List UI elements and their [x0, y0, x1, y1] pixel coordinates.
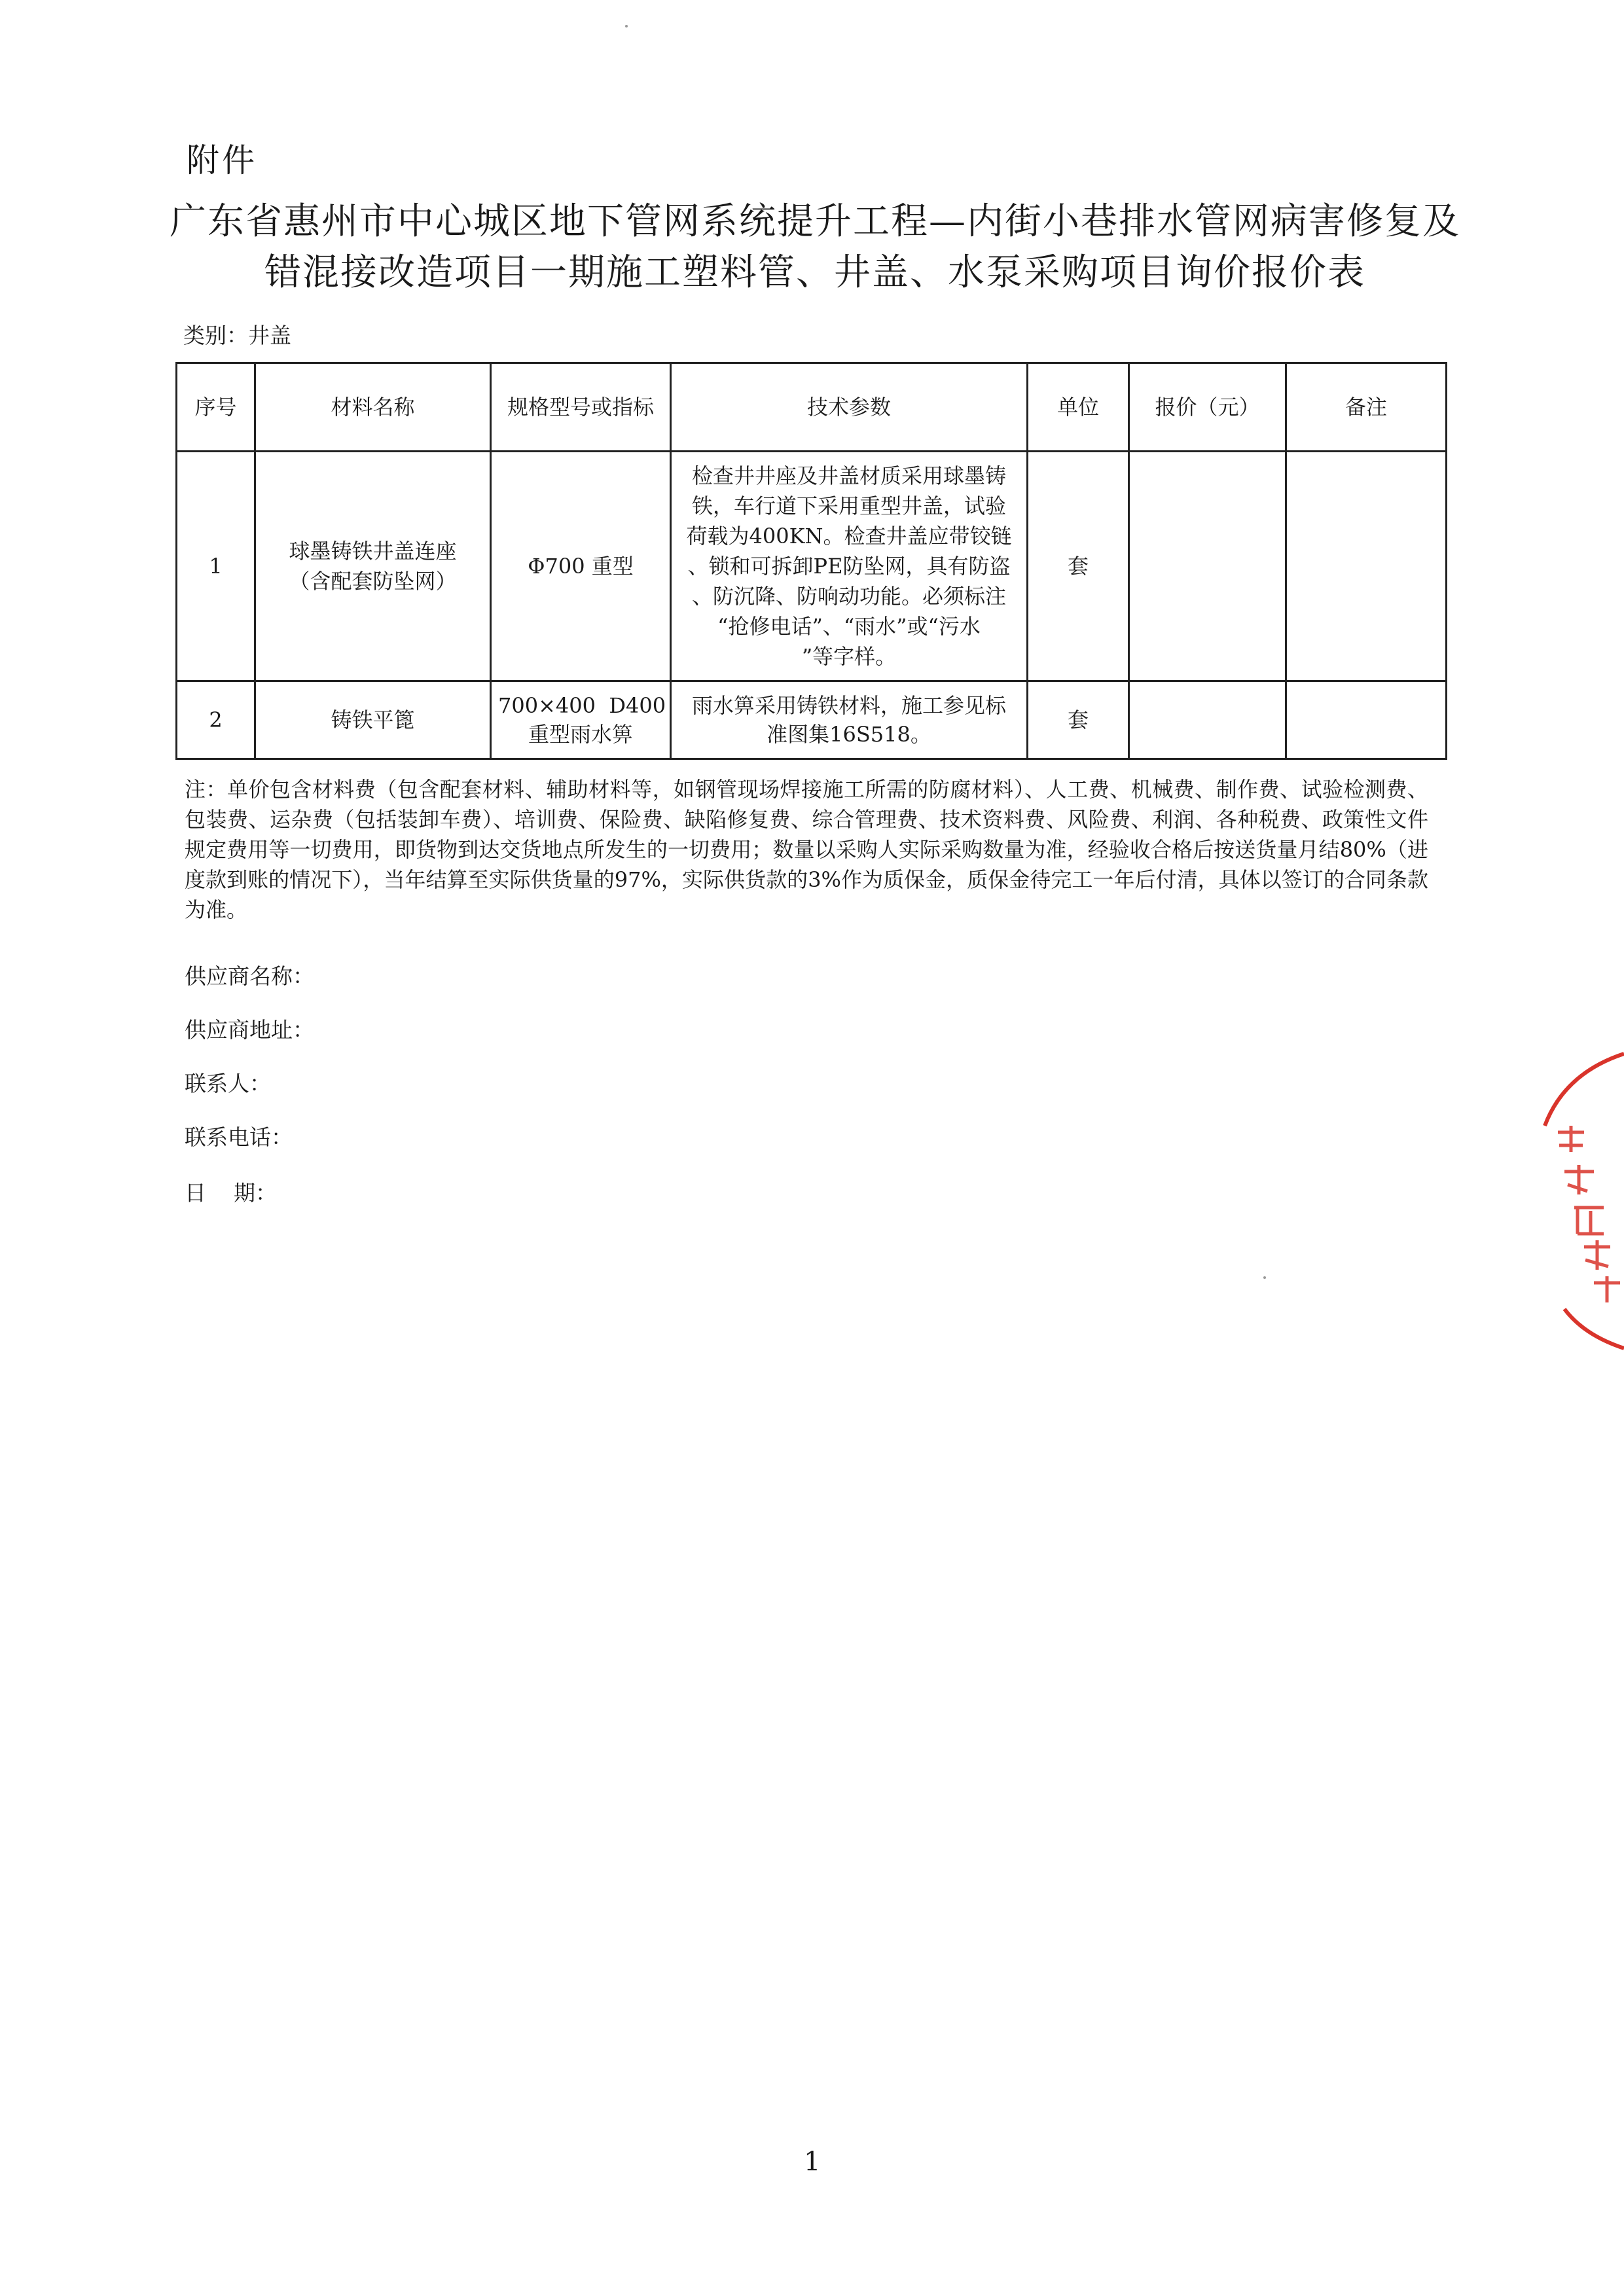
- company-seal-stamp: [1538, 1047, 1624, 1361]
- cell-unit: 套: [1028, 452, 1129, 681]
- tech-line: ”等字样。: [801, 644, 897, 669]
- cell-tech-params: [671, 452, 1028, 681]
- quotation-table: [175, 362, 1447, 760]
- cell-no: 1: [177, 452, 255, 681]
- tech-line: 铁，车行道下采用重型井盖，试验: [691, 493, 1006, 518]
- cell-material-name: 铸铁平篦: [255, 681, 491, 759]
- payment-note: 注：单价包含材料费（包含配套材料、辅助材料等，如钢管现场焊接施工所需的防腐材料）、人工费、机械费、制作费、试验检测费、包装费、运杂费（包括装卸车费）、培训费、保险费、缺陷修复费、综合管理费、技术资料费、风险费、利润、各种税费、政策性文件规定费用等一切费用，即货物到达交货地点所发生的一切费用；数量以采购人实际采购数量为准，经验收合格后按送货量月结80%（进度款到账的情况下），当年结算至实际供货量的97%，实际供货款的3%作为质保金，质保金待完工一年后付清，具体以签订的合同条款为准。: [185, 777, 1428, 922]
- cell-remark[interactable]: [1286, 681, 1447, 759]
- cell-material-name: [255, 452, 491, 681]
- header-unit: 单位: [1028, 363, 1129, 452]
- header-material-name: 材料名称: [255, 363, 491, 452]
- supplier-name-field[interactable]: 供应商名称：: [185, 963, 314, 989]
- cell-no: 2: [177, 681, 255, 759]
- scan-speck: [625, 25, 628, 27]
- page-number: 1: [804, 2147, 821, 2177]
- material-name-line: 球墨铸铁井盖连座: [289, 539, 457, 564]
- spec-line: 重型雨水箅: [528, 722, 633, 747]
- cell-price[interactable]: [1129, 681, 1286, 759]
- scan-speck: [1263, 1276, 1266, 1279]
- date-field[interactable]: 日 期：: [185, 1180, 277, 1206]
- cell-unit: 套: [1028, 681, 1129, 759]
- category-label: 类别：井盖: [183, 323, 291, 348]
- cell-tech-params: [671, 681, 1028, 759]
- tech-line: 、防沉降、防响动功能。必须标注: [691, 584, 1006, 609]
- cell-price[interactable]: [1129, 452, 1286, 681]
- header-no: 序号: [177, 363, 255, 452]
- title-line-2: 错混接改造项目一期施工塑料管、井盖、水泵采购项目询价报价表: [264, 251, 1365, 294]
- tech-line: 雨水箅采用铸铁材料，施工参见标: [691, 693, 1006, 718]
- contact-phone-field[interactable]: 联系电话：: [185, 1124, 293, 1150]
- material-name-line: （含配套防坠网）: [289, 569, 457, 594]
- header-remark: 备注: [1286, 363, 1447, 452]
- tech-line: 荷载为400KN。检查井盖应带铰链: [686, 524, 1012, 548]
- tech-line: 准图集16S518。: [767, 722, 931, 747]
- table-row: [177, 681, 1447, 759]
- cell-spec: Φ700 重型: [491, 452, 671, 681]
- title-line-1: 广东省惠州市中心城区地下管网系统提升工程—内街小巷排水管网病害修复及: [170, 200, 1460, 243]
- contact-person-field[interactable]: 联系人：: [185, 1071, 271, 1096]
- tech-line: “抢修电话”、“雨水”或“污水: [717, 614, 981, 639]
- table-header-row: [177, 363, 1447, 452]
- cell-remark[interactable]: [1286, 452, 1447, 681]
- table-row: [177, 452, 1447, 681]
- header-price: 报价（元）: [1129, 363, 1286, 452]
- supplier-address-field[interactable]: 供应商地址：: [185, 1017, 314, 1043]
- cell-spec: [491, 681, 671, 759]
- tech-line: 检查井井座及井盖材质采用球墨铸: [691, 463, 1006, 488]
- header-tech-params: 技术参数: [671, 363, 1028, 452]
- spec-line: 700×400 D400: [498, 693, 666, 718]
- header-spec: 规格型号或指标: [491, 363, 671, 452]
- attachment-label: 附件: [187, 141, 257, 179]
- document-title: [144, 196, 1486, 298]
- tech-line: 、锁和可拆卸PE防坠网，具有防盗: [687, 554, 1011, 579]
